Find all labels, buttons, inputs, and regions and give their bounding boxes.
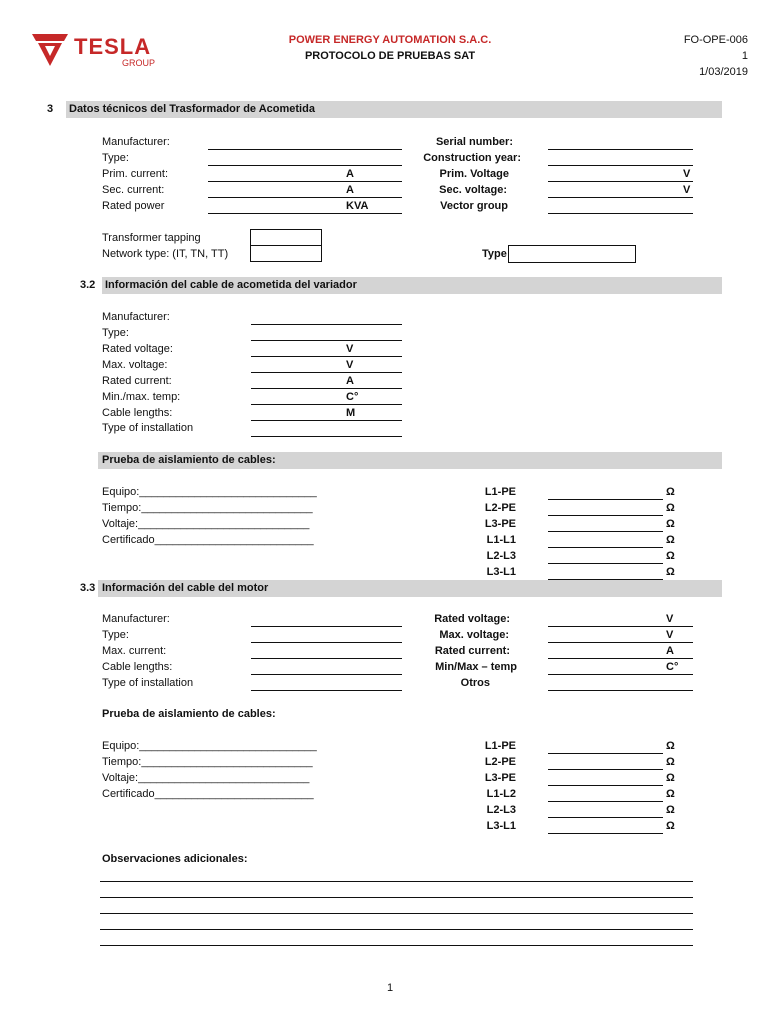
input-line[interactable] bbox=[548, 769, 663, 770]
page-number: 1 bbox=[386, 982, 394, 994]
label: Type: bbox=[102, 327, 129, 339]
label: Manufacturer: bbox=[102, 311, 170, 323]
input-line[interactable] bbox=[208, 181, 402, 182]
label: Prim. Voltage bbox=[439, 168, 509, 180]
input-line[interactable] bbox=[251, 436, 402, 437]
ohm-unit: Ω bbox=[666, 566, 675, 578]
network-type-label: Network type: (IT, TN, TT) bbox=[102, 248, 229, 260]
logo-subtext: GROUP bbox=[122, 58, 156, 68]
tesla-logo-icon bbox=[30, 32, 70, 68]
voltage-line[interactable]: Voltaje:____________________________ bbox=[102, 518, 310, 530]
phase-label: L2-L3 bbox=[486, 550, 516, 562]
ohm-unit: Ω bbox=[666, 486, 675, 498]
phase-label: L3-L1 bbox=[486, 566, 516, 578]
label: Vector group bbox=[440, 200, 508, 212]
logo bbox=[30, 32, 170, 72]
unit: V bbox=[346, 343, 354, 355]
input-line[interactable] bbox=[251, 420, 402, 421]
label: Min./max. temp: bbox=[102, 391, 181, 403]
observation-line[interactable] bbox=[100, 897, 693, 898]
phase-label: L3-PE bbox=[484, 518, 516, 530]
label: Type: bbox=[102, 629, 129, 641]
label: Otros bbox=[460, 677, 490, 689]
ohm-unit: Ω bbox=[666, 740, 675, 752]
label: Max. current: bbox=[102, 645, 167, 657]
document-title: PROTOCOLO DE PRUEBAS SAT bbox=[304, 50, 476, 62]
input-line[interactable] bbox=[208, 213, 402, 214]
ohm-unit: Ω bbox=[666, 518, 675, 530]
network-type-box[interactable] bbox=[250, 245, 322, 262]
input-line[interactable] bbox=[548, 801, 663, 802]
unit: A bbox=[666, 645, 674, 657]
input-line[interactable] bbox=[208, 149, 402, 150]
input-line[interactable] bbox=[548, 531, 663, 532]
label: Max. voltage: bbox=[102, 359, 168, 371]
phase-label: L1-PE bbox=[484, 740, 516, 752]
input-line[interactable] bbox=[548, 833, 663, 834]
unit: V bbox=[683, 168, 691, 180]
unit: V bbox=[683, 184, 691, 196]
input-line[interactable] bbox=[548, 563, 663, 564]
certificate-line[interactable]: Certificado__________________________ bbox=[102, 788, 314, 800]
input-line[interactable] bbox=[548, 642, 693, 643]
unit: A bbox=[346, 375, 354, 387]
unit: KVA bbox=[346, 200, 369, 212]
ohm-unit: Ω bbox=[666, 788, 675, 800]
label: Prim. current: bbox=[102, 168, 169, 180]
ohm-unit: Ω bbox=[666, 534, 675, 546]
input-line[interactable] bbox=[548, 515, 663, 516]
label: Rated voltage: bbox=[434, 613, 510, 625]
label: Serial number: bbox=[435, 136, 513, 148]
input-line[interactable] bbox=[548, 181, 693, 182]
document-date: 1/03/2019 bbox=[699, 66, 748, 78]
input-line[interactable] bbox=[548, 785, 663, 786]
phase-label: L2-PE bbox=[484, 756, 516, 768]
input-line[interactable] bbox=[548, 149, 693, 150]
transformer-tapping-label: Transformer tapping bbox=[102, 232, 201, 244]
input-line[interactable] bbox=[208, 165, 402, 166]
input-line[interactable] bbox=[548, 197, 693, 198]
ohm-unit: Ω bbox=[666, 820, 675, 832]
input-line[interactable] bbox=[251, 626, 402, 627]
voltage-line[interactable]: Voltaje:____________________________ bbox=[102, 772, 310, 784]
equipment-line[interactable]: Equipo:_____________________________ bbox=[102, 486, 317, 498]
time-line[interactable]: Tiempo:____________________________ bbox=[102, 756, 313, 768]
ohm-unit: Ω bbox=[666, 772, 675, 784]
label: Cable lengths: bbox=[102, 407, 173, 419]
observation-line[interactable] bbox=[100, 881, 693, 882]
label: Sec. voltage: bbox=[439, 184, 507, 196]
label: Max. voltage: bbox=[439, 629, 509, 641]
certificate-line[interactable]: Certificado__________________________ bbox=[102, 534, 314, 546]
input-line[interactable] bbox=[251, 340, 402, 341]
ohm-unit: Ω bbox=[666, 804, 675, 816]
input-line[interactable] bbox=[251, 690, 402, 691]
input-line[interactable] bbox=[251, 372, 402, 373]
observations-title: Observaciones adicionales: bbox=[102, 853, 248, 865]
section-33-title: Información del cable del motor bbox=[102, 582, 269, 594]
document-code: FO-OPE-006 bbox=[683, 34, 748, 46]
label: Rated voltage: bbox=[102, 343, 173, 355]
unit: C° bbox=[666, 661, 679, 673]
unit: V bbox=[666, 613, 674, 625]
observation-line[interactable] bbox=[100, 945, 693, 946]
unit: A bbox=[346, 184, 354, 196]
input-line[interactable] bbox=[548, 817, 663, 818]
input-line[interactable] bbox=[251, 642, 402, 643]
unit: A bbox=[346, 168, 354, 180]
logo-text: TESLA bbox=[74, 34, 152, 59]
phase-label: L2-L3 bbox=[486, 804, 516, 816]
equipment-line[interactable]: Equipo:_____________________________ bbox=[102, 740, 317, 752]
phase-label: L1-L2 bbox=[486, 788, 516, 800]
input-line[interactable] bbox=[251, 356, 402, 357]
section-33-number: 3.3 bbox=[80, 582, 96, 594]
label: Rated power bbox=[102, 200, 165, 212]
type-label: Type bbox=[482, 248, 507, 260]
phase-label: L1-L1 bbox=[486, 534, 516, 546]
section-3-title: Datos técnicos del Trasformador de Acometida bbox=[69, 103, 315, 115]
document-revision: 1 bbox=[741, 50, 748, 62]
input-line[interactable] bbox=[548, 626, 693, 627]
input-line[interactable] bbox=[251, 404, 402, 405]
ohm-unit: Ω bbox=[666, 550, 675, 562]
section-32-title: Información del cable de acometida del variador bbox=[105, 279, 357, 291]
phase-label: L2-PE bbox=[484, 502, 516, 514]
input-line[interactable] bbox=[208, 197, 402, 198]
label: Construction year: bbox=[423, 152, 521, 164]
label: Cable lengths: bbox=[102, 661, 173, 673]
input-line[interactable] bbox=[251, 324, 402, 325]
label: Rated current: bbox=[434, 645, 510, 657]
label: Type: bbox=[102, 152, 129, 164]
unit: C° bbox=[346, 391, 359, 403]
ohm-unit: Ω bbox=[666, 502, 675, 514]
input-line[interactable] bbox=[251, 674, 402, 675]
section-32-number: 3.2 bbox=[80, 279, 96, 291]
label: Type of installation bbox=[102, 422, 194, 434]
input-line[interactable] bbox=[548, 213, 693, 214]
input-line[interactable] bbox=[548, 547, 663, 548]
phase-label: L1-PE bbox=[484, 486, 516, 498]
unit: V bbox=[346, 359, 354, 371]
time-line[interactable]: Tiempo:____________________________ bbox=[102, 502, 313, 514]
phase-label: L3-PE bbox=[484, 772, 516, 784]
observation-line[interactable] bbox=[100, 929, 693, 930]
input-line[interactable] bbox=[548, 690, 693, 691]
input-line[interactable] bbox=[251, 388, 402, 389]
ohm-unit: Ω bbox=[666, 756, 675, 768]
label: Sec. current: bbox=[102, 184, 165, 196]
s32-insulation-title: Prueba de aislamiento de cables: bbox=[102, 454, 276, 466]
transformer-tapping-box[interactable] bbox=[250, 229, 322, 246]
company-name: POWER ENERGY AUTOMATION S.A.C. bbox=[288, 34, 492, 46]
label: Manufacturer: bbox=[102, 613, 170, 625]
input-line[interactable] bbox=[548, 753, 663, 754]
observation-line[interactable] bbox=[100, 913, 693, 914]
label: Rated current: bbox=[102, 375, 172, 387]
input-line[interactable] bbox=[548, 499, 663, 500]
input-line[interactable] bbox=[251, 658, 402, 659]
input-line[interactable] bbox=[548, 674, 693, 675]
input-line[interactable] bbox=[548, 165, 693, 166]
label: Min/Max – temp bbox=[435, 661, 517, 673]
unit: V bbox=[666, 629, 674, 641]
label: Manufacturer: bbox=[102, 136, 170, 148]
section-3-number: 3 bbox=[47, 103, 54, 115]
input-line[interactable] bbox=[548, 658, 693, 659]
label: Type of installation bbox=[102, 677, 194, 689]
unit: M bbox=[346, 407, 356, 419]
type-box[interactable] bbox=[508, 245, 636, 263]
phase-label: L3-L1 bbox=[486, 820, 516, 832]
s33-insulation-title: Prueba de aislamiento de cables: bbox=[102, 708, 276, 720]
